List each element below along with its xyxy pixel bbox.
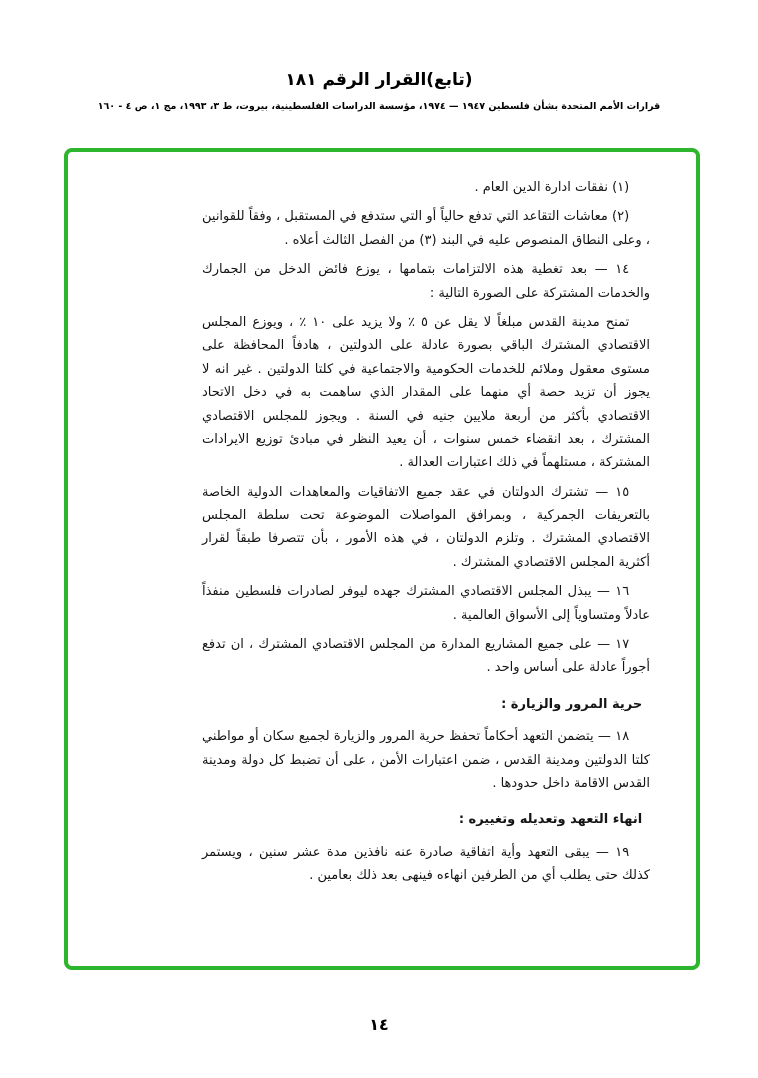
section-heading: انهاء التعهد وتعديله وتغييره : <box>458 812 643 828</box>
document-text <box>202 176 650 894</box>
paragraph: ١٨ — يتضمن التعهد أحكاماً تحفظ حرية المرور والزيارة لجميع سكان أو مواطني كلتا الدولتين ومدينة القدس ، ضمن اعتبارات الأمن ، على أن تضبط كل دولة ومدينة القدس الاقامة داخل حدودها . <box>202 729 650 791</box>
page-title: (تابع)القرار الرقم ١٨١ <box>285 70 473 90</box>
paragraph: (١) نفقات ادارة الدين العام . <box>474 180 630 195</box>
citation-line: قرارات الأمم المتحدة بشأن فلسطين ١٩٤٧ — ١٩٧٤، مؤسسة الدراسات الفلسطينية، بيروت، ط ٣، ١٩٩٣، مج ١، ص ٤ - ١٦٠ <box>97 101 661 112</box>
paragraph: ١٦ — يبذل المجلس الاقتصادي المشترك جهده ليوفر لصادرات فلسطين منفذاً عادلاً ومتساوياً إلى الأسواق العالمية . <box>202 584 650 623</box>
document-header <box>0 70 758 112</box>
content-border-box <box>64 148 700 970</box>
paragraph: (٢) معاشات التقاعد التي تدفع حالياً أو التي ستدفع في المستقبل ، وفقاً للقوانين ، وعلى النطاق المنصوص عليه في البند (٣) من الفصل الثالث أعلاه . <box>202 209 650 248</box>
paragraph: ١٤ — بعد تغطية هذه الالتزامات بتمامها ، يوزع فائض الدخل من الجمارك والخدمات المشتركة على الصورة التالية : <box>202 262 650 301</box>
section-heading: حرية المرور والزيارة : <box>501 696 643 712</box>
paragraph: تمنح مدينة القدس مبلغاً لا يقل عن ٥ ٪ ولا يزيد على ١٠ ٪ ، ويوزع المجلس الاقتصادي المشترك الباقي بصورة عادلة على الدولتين ، هادفاً المحافظة على مستوى معقول وملائم للخدمات الحكومية والاجتماعية في كلتا الدولتين . غير انه لا يجوز أن تزيد حصة أي منهما على المقدار الذي ساهمت به في دخل الاتحاد الاقتصادي بأكثر من أربعة ملايين جنيه في السنة . ويجوز للمجلس الاقتصادي المشترك ، بعد انقضاء خمس سنوات ، أن يعيد النظر في مبادئ توزيع الايرادات المشتركة ، مستلهماً في ذلك اعتبارات العدالة . <box>202 314 650 471</box>
paragraph: ١٩ — يبقى التعهد وأية اتفاقية صادرة عنه نافذين مدة عشر سنين ، ويستمر كذلك حتى يطلب أي من الطرفين انهاءه فينهى بعد ذلك بعامين . <box>202 844 650 884</box>
paragraph: ١٧ — على جميع المشاريع المدارة من المجلس الاقتصادي المشترك ، ان تدفع أجوراً عادلة على أساس واحد . <box>202 637 650 676</box>
paragraph: ١٥ — تشترك الدولتان في عقد جميع الاتفاقيات والمعاهدات الدولية الخاصة بالتعريفات الجمركية ، وبمرافق المواصلات الموضوعة تحت سلطة المجلس الاقتصادي المشترك . وتلزم الدولتان ، في هذه الأمور ، بأن تتصرفا طبقاً لقرار أكثرية المجلس الاقتصادي المشترك . <box>202 484 650 570</box>
page-number: ١٤ <box>369 1015 389 1034</box>
